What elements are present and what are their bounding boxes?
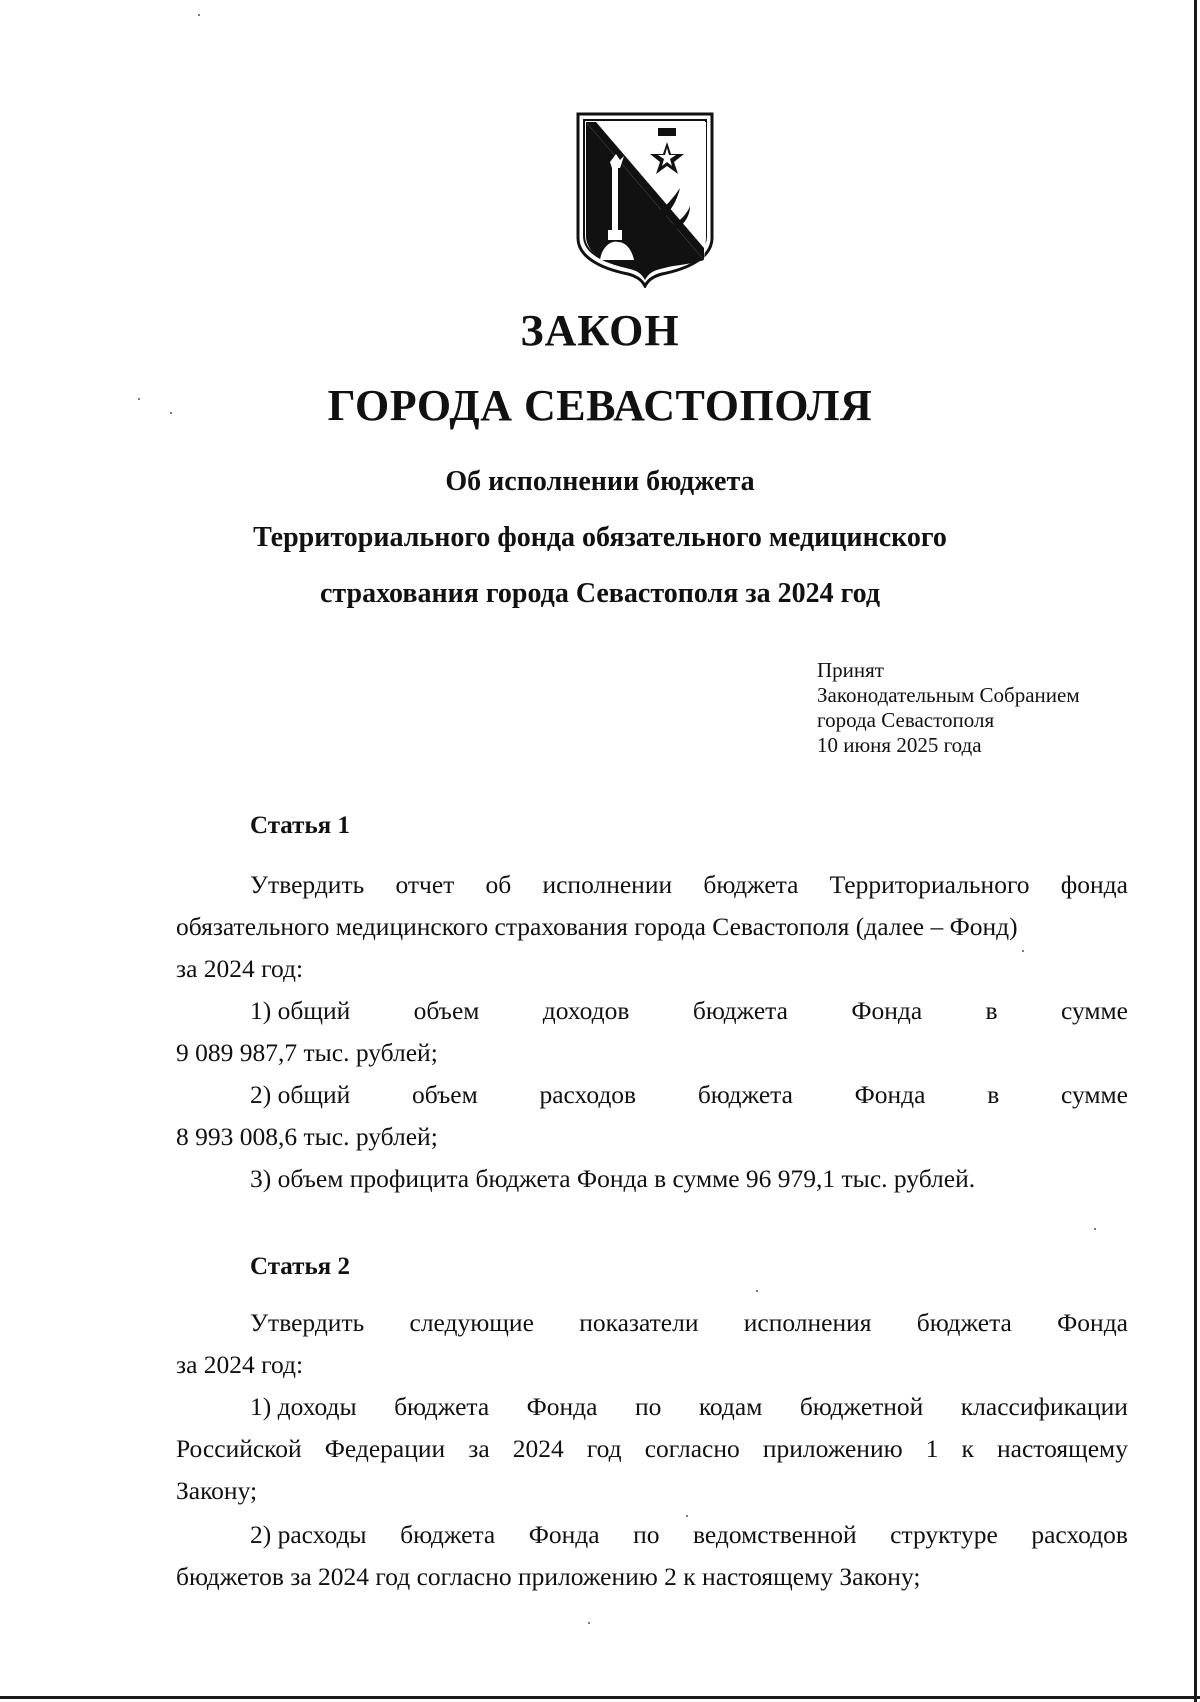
word: Утвердить — [250, 1308, 365, 1337]
scan-speck — [686, 1515, 688, 1517]
word: 1) доходы — [250, 1392, 357, 1421]
scan-speck — [1022, 950, 1024, 952]
word: бюджета — [703, 870, 799, 899]
scan-speck — [138, 398, 140, 400]
article-1-item-3: 3) объем профицита бюджета Фонда в сумме 96 979,1 тыс. рублей. — [250, 1164, 976, 1193]
word: 1) общий — [250, 996, 351, 1025]
word: структуре — [890, 1520, 998, 1549]
word: сумме — [1060, 996, 1128, 1025]
word: бюджета — [697, 1080, 793, 1109]
article-1-item-1 — [250, 996, 1128, 1026]
word: к — [961, 1434, 974, 1463]
word: год — [586, 1434, 622, 1463]
word: исполнения — [743, 1308, 872, 1337]
law-title: ЗАКОН — [520, 306, 680, 355]
article-1-item-2 — [250, 1080, 1128, 1110]
adoption-note — [817, 658, 1080, 758]
scan-edge-right — [1194, 0, 1197, 1702]
word: доходов — [542, 996, 630, 1025]
article-1-intro-line-2: обязательного медицинского страхования города Севастополя (далее – Фонд) — [176, 912, 1018, 941]
word: в — [987, 1080, 1000, 1109]
article-1-item-1-amount: 9 089 987,7 тыс. рублей; — [176, 1038, 438, 1067]
word: показатели — [579, 1308, 699, 1337]
article-2-item-2-line-1 — [250, 1520, 1128, 1550]
word: 2) расходы — [250, 1520, 367, 1549]
word: по — [633, 1520, 660, 1549]
article-1-intro-line-1 — [250, 870, 1128, 900]
word: Российской — [176, 1434, 302, 1463]
word: настоящему — [997, 1434, 1128, 1463]
article-1-item-2-amount: 8 993 008,6 тыс. рублей; — [176, 1122, 438, 1151]
word: бюджета — [692, 996, 788, 1025]
word: Фонда — [854, 1080, 926, 1109]
scan-speck — [170, 412, 172, 414]
word: отчет — [395, 870, 455, 899]
word: 2024 — [512, 1434, 564, 1463]
word: классификации — [960, 1392, 1128, 1421]
scan-speck — [198, 14, 200, 16]
word: в — [985, 996, 998, 1025]
word: расходов — [1031, 1520, 1128, 1549]
word: расходов — [539, 1080, 637, 1109]
article-2-intro-line-2: за 2024 год: — [176, 1350, 304, 1379]
article-1-intro-line-3: за 2024 год: — [176, 954, 304, 983]
scan-edge-bottom — [0, 1696, 1200, 1699]
word: бюджета — [916, 1308, 1012, 1337]
adoption-note-line: города Севастополя — [817, 708, 995, 732]
article-2-item-2-line-2: бюджетов за 2024 год согласно приложению 2 к настоящему Закону; — [176, 1562, 921, 1591]
word: Фонда — [1057, 1308, 1128, 1337]
word: бюджета — [400, 1520, 496, 1549]
word: Федерации — [324, 1434, 446, 1463]
word: по — [634, 1392, 662, 1421]
scan-speck — [756, 1290, 758, 1292]
adoption-date: 10 июня 2025 года — [817, 733, 982, 757]
word: сумме — [1061, 1080, 1128, 1109]
article-2-intro-line-1 — [250, 1308, 1128, 1338]
article-2-item-1-line-2 — [176, 1434, 1128, 1464]
word: фонда — [1060, 870, 1128, 899]
law-issuer: ГОРОДА СЕВАСТОПОЛЯ — [327, 381, 873, 430]
scan-speck — [1094, 1228, 1096, 1230]
word: Утвердить — [250, 870, 365, 899]
article-2-item-1-line-1 — [250, 1392, 1128, 1422]
sevastopol-coat-of-arms-icon — [572, 110, 718, 288]
word: 1 — [925, 1434, 939, 1463]
word: согласно — [644, 1434, 740, 1463]
word: об — [485, 870, 512, 899]
word: кодам — [698, 1392, 763, 1421]
law-subject-line-3: страхования города Севастополя за 2024 год — [320, 578, 880, 609]
article-1-heading: Статья 1 — [250, 812, 350, 839]
word: за — [468, 1434, 490, 1463]
article-2-heading: Статья 2 — [250, 1253, 350, 1280]
word: 2) общий — [250, 1080, 351, 1109]
word: исполнении — [542, 870, 673, 899]
word: объем — [412, 1080, 478, 1109]
word: Территориального — [829, 870, 1030, 899]
word: Фонда — [526, 1392, 598, 1421]
word: Фонда — [851, 996, 923, 1025]
article-2-item-1-line-3: Закону; — [176, 1476, 258, 1505]
word: ведомственной — [693, 1520, 857, 1549]
adoption-note-line: Принят — [817, 658, 884, 682]
law-subject-line-1: Об исполнении бюджета — [445, 466, 755, 497]
law-subject-line-2: Территориального фонда обязательного медицинского — [253, 522, 947, 553]
word: бюджета — [394, 1392, 490, 1421]
word: объем — [413, 996, 480, 1025]
adoption-note-line: Законодательным Собранием — [817, 683, 1080, 707]
word: бюджетной — [799, 1392, 924, 1421]
word: следующие — [409, 1308, 534, 1337]
scan-speck — [588, 1622, 590, 1624]
word: Фонда — [528, 1520, 600, 1549]
word: приложению — [762, 1434, 903, 1463]
